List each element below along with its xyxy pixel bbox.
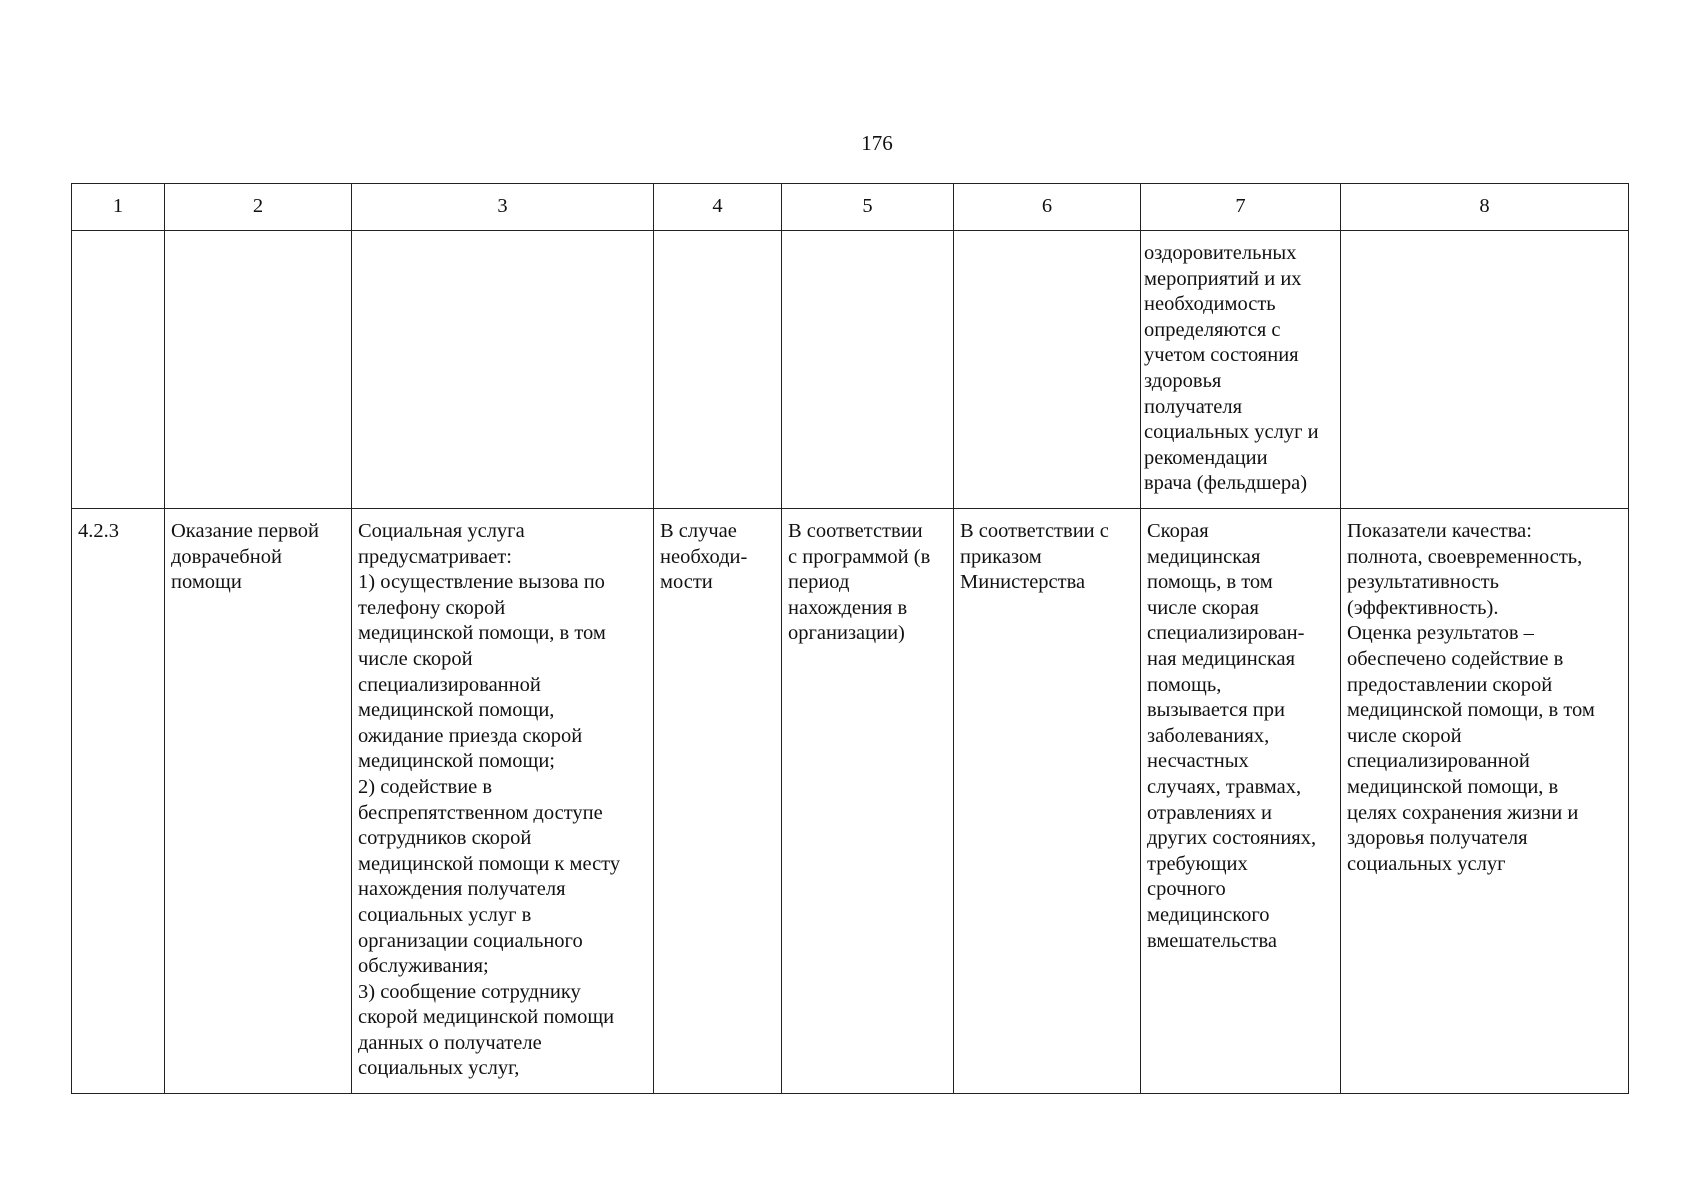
service-tariff-cell [954,509,1141,1094]
text-line: вмешательства [1147,929,1277,952]
empty-cell [954,231,1141,509]
text-line: 1) осуществление вызова по [358,571,605,594]
text-line: отравлениях и [1147,801,1272,824]
service-period-cell [782,509,954,1094]
text-line: данных о получателе [358,1031,542,1054]
column-number-cell: 6 [954,184,1141,231]
text-line: других состояниях, [1147,827,1317,850]
empty-cell [1341,231,1629,509]
text-line: В соответствии [788,520,923,542]
column-number-cell: 7 [1141,184,1341,231]
text-line: Оказание первой [171,520,319,542]
text-line: В соответствии с [960,520,1109,542]
service-frequency-cell [654,509,782,1094]
column-number-cell: 3 [352,184,654,231]
column-number-cell: 2 [165,184,352,231]
text-line: медицинской помощи, в том [358,622,606,645]
text-line: обслуживания; [358,955,489,978]
text-line: учетом состояния [1144,344,1299,367]
empty-cell [165,231,352,509]
text-line: здоровья [1144,369,1222,392]
column-number-cell: 8 [1341,184,1629,231]
empty-cell [72,231,165,509]
text-line: социальных услуг, [358,1057,520,1080]
text-line: полнота, своевременность, [1347,545,1583,568]
text-line: сотрудников скорой [358,827,532,850]
text-line: ная медицинская [1147,647,1296,670]
column-number-row [72,184,1629,231]
text-line: период [788,571,850,594]
text-line: медицинской помощи, в том [1347,699,1595,722]
service-conditions-cell [1141,509,1341,1094]
text-line: Показатели качества: [1347,520,1532,542]
text-line: медицинского [1147,903,1270,926]
empty-cell [654,231,782,509]
text-line: Оценка результатов – [1347,622,1534,645]
text-line: мероприятий и их [1144,267,1302,290]
empty-cell [352,231,654,509]
text-line: В случае [660,520,737,542]
text-line: заболеваниях, [1147,724,1270,747]
text-line: помощь, в том [1147,571,1273,594]
text-line: несчастных [1147,750,1249,773]
text-line: помощи [171,571,242,594]
text-line: приказом [960,545,1042,568]
text-line: вызывается при [1147,699,1285,722]
continuation-row [72,231,1629,509]
text-line: специализированной [1347,750,1530,773]
text-line: числе скорой [358,647,473,670]
text-line: телефону скорой [358,596,506,619]
page-number: 176 [861,131,893,155]
text-line: предоставлении скорой [1347,673,1553,696]
text-line: (эффективность). [1347,596,1499,619]
text-line: врача (фельдшера) [1144,472,1308,495]
text-line: получателя [1144,395,1243,418]
text-line: необходимость [1144,293,1276,316]
text-line: доврачебной [171,545,282,568]
text-line: с программой (в [788,545,931,568]
services-table [71,183,1629,1094]
text-line: специализирован- [1147,622,1305,645]
text-line: нахождения в [788,596,908,619]
text-line: организации социального [358,929,583,952]
text-line: 2) содействие в [358,775,493,798]
text-line: необходи- [660,545,748,568]
text-line: специализированной [358,673,541,696]
service-row-4-2-3 [72,509,1629,1094]
text-line: социальных услуг и [1144,421,1319,444]
text-line: предусматривает: [358,545,512,568]
text-line: рекомендации [1144,446,1268,469]
text-line: срочного [1147,878,1226,901]
text-line: социальных услуг в [358,903,532,926]
text-line: Скорая [1147,520,1209,542]
text-line: медицинской помощи к месту [358,852,621,875]
text-line: организации) [788,622,905,645]
text-line: здоровья получателя [1347,827,1528,850]
text-line: 3) сообщение сотруднику [358,980,581,1003]
column-number-cell: 4 [654,184,782,231]
text-line: скорой медицинской помощи [358,1006,615,1029]
text-line: оздоровительных [1144,242,1297,264]
text-line: Социальная услуга [358,520,525,542]
text-line: результативность [1347,571,1499,594]
text-line: определяются с [1144,318,1281,341]
text-line: медицинской помощи, [358,699,555,722]
text-line: Министерства [960,571,1086,594]
text-line: случаях, травмах, [1147,775,1302,798]
text-line: медицинская [1147,545,1261,568]
service-quality-cell [1341,509,1629,1094]
text-line: целях сохранения жизни и [1347,801,1579,824]
text-line: числе скорая [1147,596,1259,619]
text-line: числе скорой [1347,724,1462,747]
service-number-cell [72,509,165,1094]
text-line: мости [660,571,713,594]
text-line: беспрепятственном доступе [358,801,603,824]
text-line: нахождения получателя [358,878,566,901]
text-line: обеспечено содействие в [1347,647,1564,670]
conditions-continuation-cell [1141,231,1341,509]
text-line: ожидание приезда скорой [358,724,583,747]
text-line: требующих [1147,852,1248,875]
service-number: 4.2.3 [78,520,119,542]
text-line: медицинской помощи; [358,750,555,773]
empty-cell [782,231,954,509]
column-number-cell: 1 [72,184,165,231]
column-number-cell: 5 [782,184,954,231]
service-name-cell [165,509,352,1094]
text-line: медицинской помощи, в [1347,775,1559,798]
text-line: социальных услуг [1347,852,1506,875]
text-line: помощь, [1147,673,1222,696]
service-description-cell [352,509,654,1094]
